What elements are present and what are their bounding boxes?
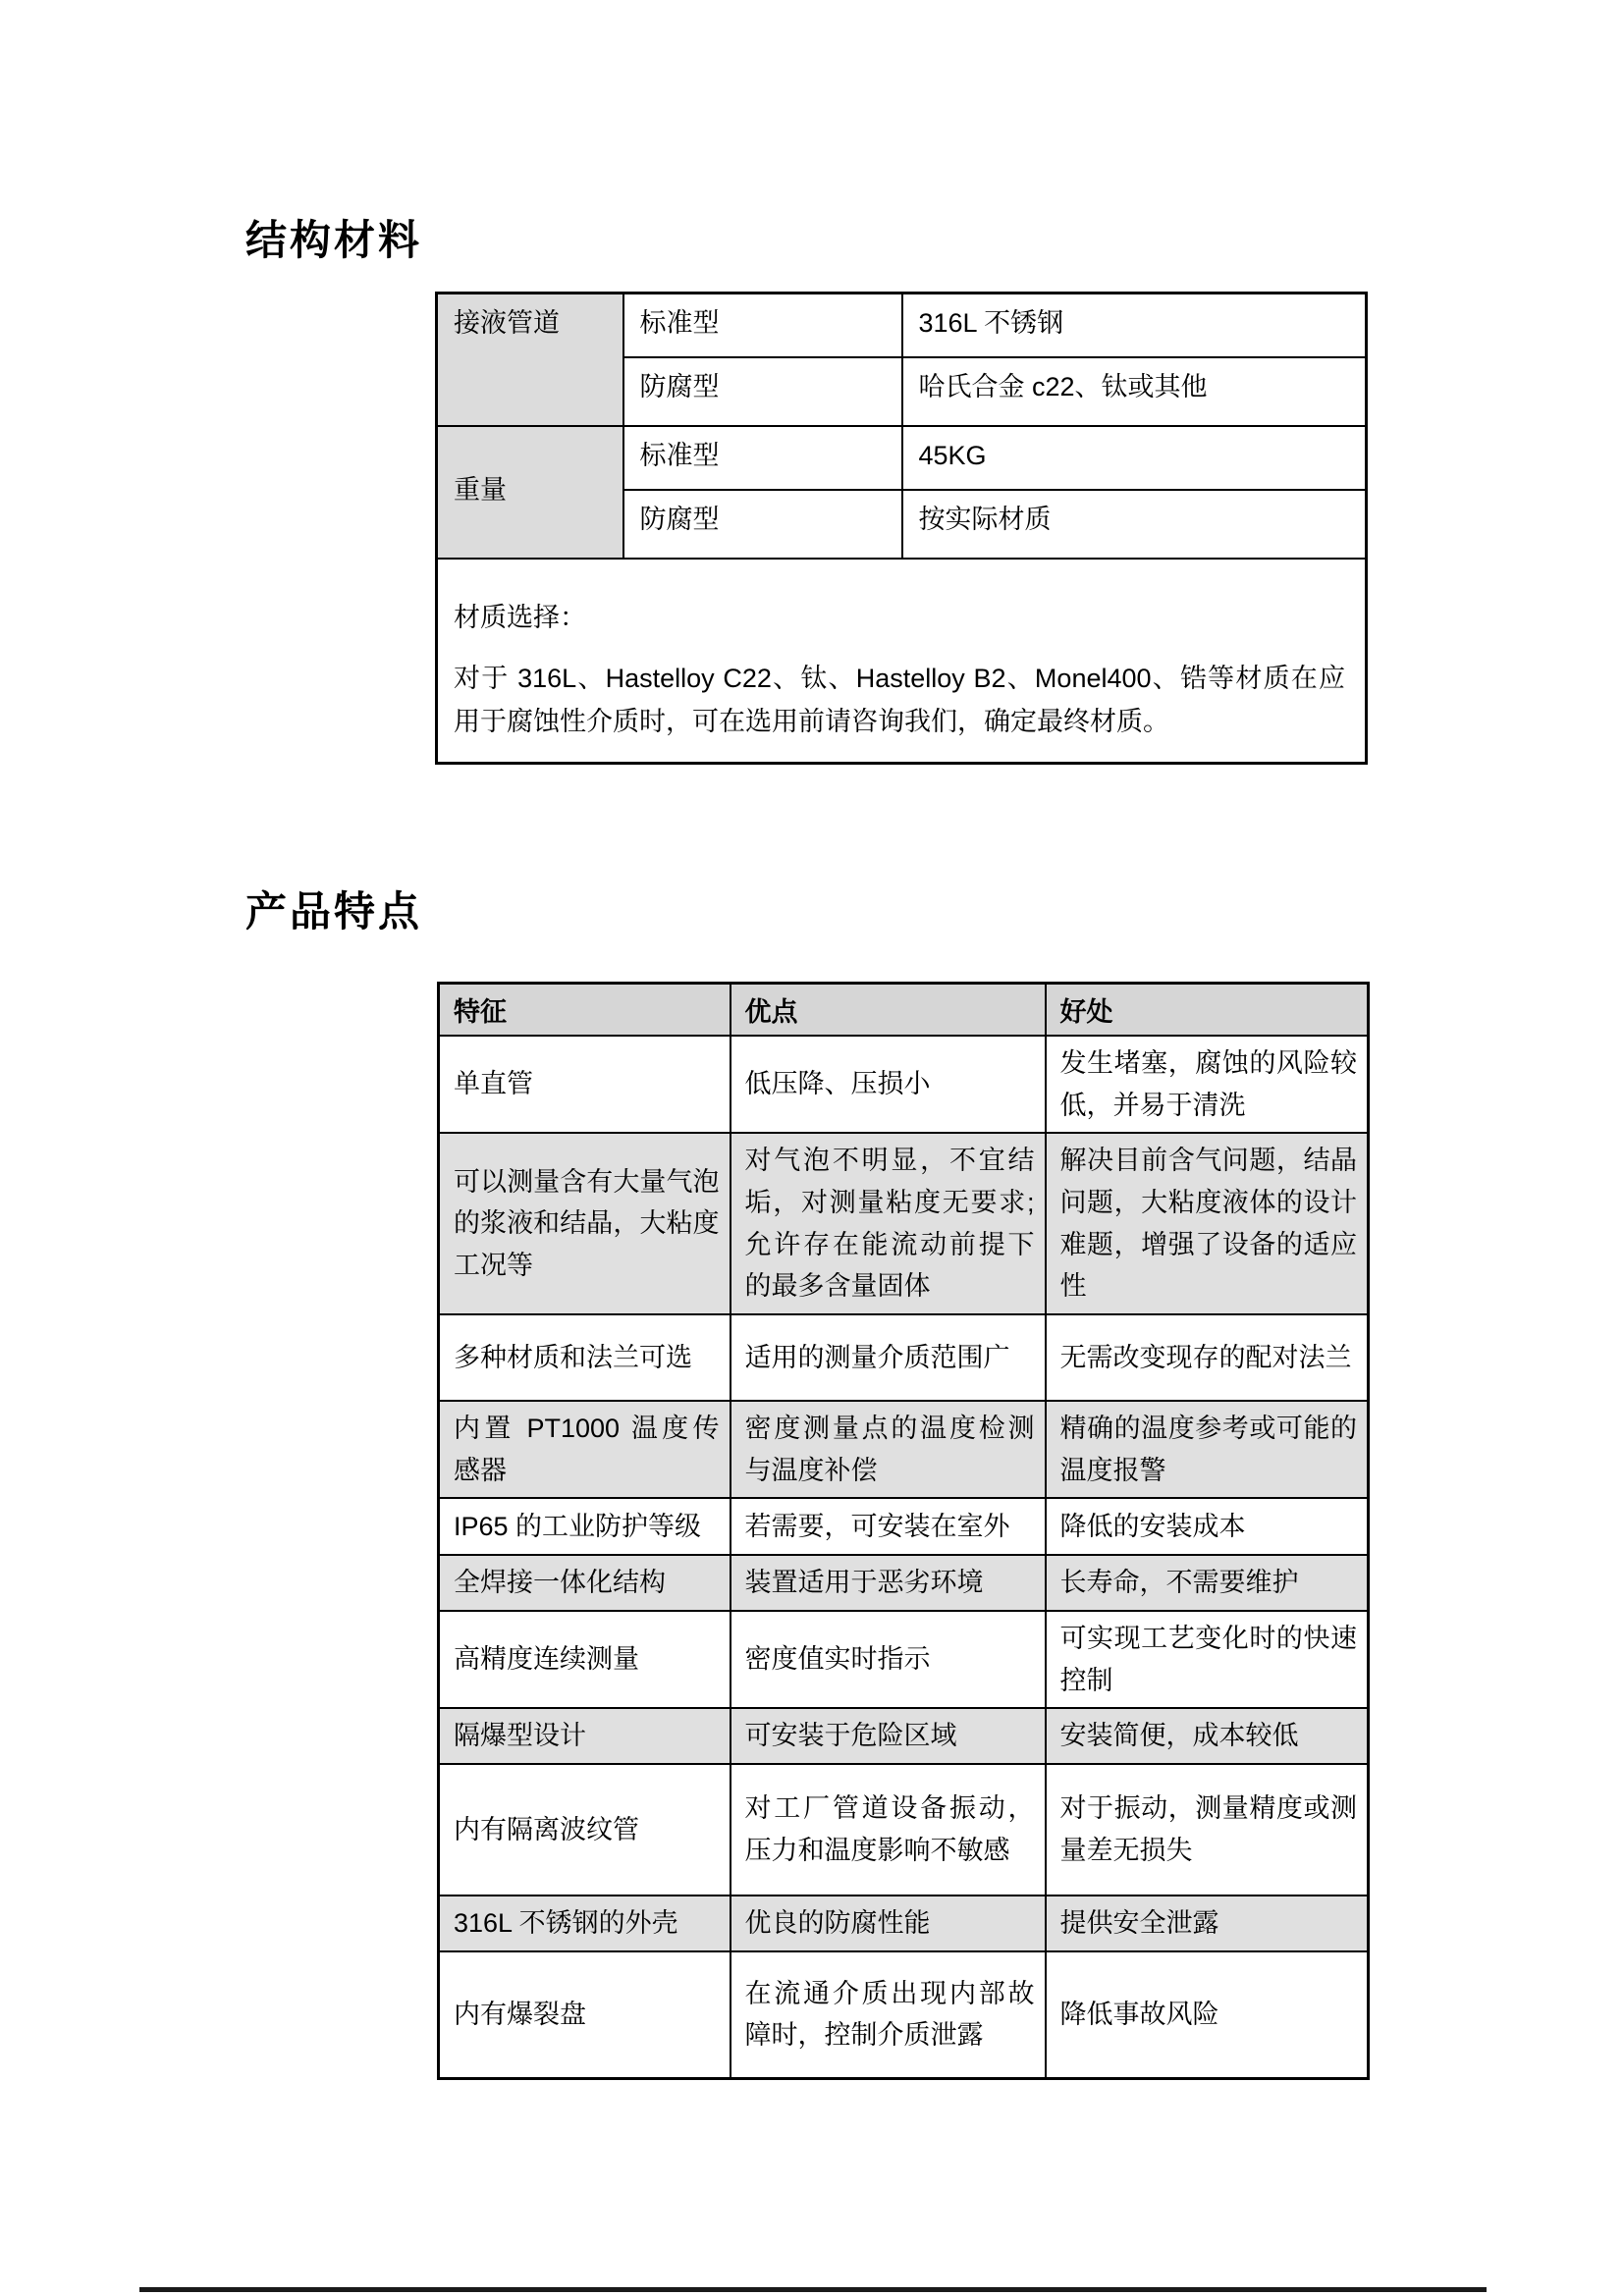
materials-note-cell (437, 559, 1367, 764)
advantage-cell: 对气泡不明显，不宜结垢，对测量粘度无要求;允许存在能流动前提下的最多含量固体 (731, 1133, 1046, 1314)
table-row (439, 1401, 1369, 1498)
materials-group-weight: 重量 (437, 426, 623, 559)
table-row (439, 1708, 1369, 1764)
table-row (439, 1036, 1369, 1133)
table-row (437, 559, 1367, 764)
materials-type-cell: 防腐型 (623, 490, 902, 559)
table-row (439, 1896, 1369, 1951)
feature-cell: 内有隔离波纹管 (439, 1764, 731, 1896)
table-row (439, 1498, 1369, 1555)
feature-cell: 隔爆型设计 (439, 1708, 731, 1764)
table-row (437, 294, 1367, 357)
feature-cell: 单直管 (439, 1036, 731, 1133)
materials-note-title: 材质选择： (454, 602, 586, 632)
advantage-cell: 适用的测量介质范围广 (731, 1314, 1046, 1401)
section-title-features: 产品特点 (245, 890, 423, 935)
feature-cell: 可以测量含有大量气泡的浆液和结晶，大粘度工况等 (439, 1133, 731, 1314)
materials-type-cell: 标准型 (623, 294, 902, 357)
materials-value-cell: 316L 不锈钢 (902, 294, 1367, 357)
feature-cell: 内置 PT1000 温度传感器 (439, 1401, 731, 1498)
header-feature: 特征 (439, 984, 731, 1037)
advantage-cell: 优良的防腐性能 (731, 1896, 1046, 1951)
feature-cell: 316L 不锈钢的外壳 (439, 1896, 731, 1951)
benefit-cell: 发生堵塞，腐蚀的风险较低，并易于清洗 (1046, 1036, 1369, 1133)
advantage-cell: 对工厂管道设备振动，压力和温度影响不敏感 (731, 1764, 1046, 1896)
benefit-cell: 长寿命，不需要维护 (1046, 1555, 1369, 1611)
advantage-cell: 在流通介质出现内部故障时，控制介质泄露 (731, 1951, 1046, 2079)
feature-cell: 高精度连续测量 (439, 1611, 731, 1708)
benefit-cell: 解决目前含气问题，结晶问题，大粘度液体的设计难题，增强了设备的适应性 (1046, 1133, 1369, 1314)
benefit-cell: 提供安全泄露 (1046, 1896, 1369, 1951)
table-row (439, 1133, 1369, 1314)
benefit-cell: 降低的安装成本 (1046, 1498, 1369, 1555)
advantage-cell: 密度值实时指示 (731, 1611, 1046, 1708)
advantage-cell: 装置适用于恶劣环境 (731, 1555, 1046, 1611)
advantage-cell: 低压降、压损小 (731, 1036, 1046, 1133)
benefit-cell: 降低事故风险 (1046, 1951, 1369, 2079)
table-row (439, 1314, 1369, 1401)
benefit-cell: 可实现工艺变化时的快速控制 (1046, 1611, 1369, 1708)
materials-type-cell: 防腐型 (623, 357, 902, 426)
feature-cell: 全焊接一体化结构 (439, 1555, 731, 1611)
advantage-cell: 若需要，可安装在室外 (731, 1498, 1046, 1555)
table-row (439, 1951, 1369, 2079)
benefit-cell: 对于振动，测量精度或测量差无损失 (1046, 1764, 1369, 1896)
materials-note-body: 对于 316L、Hastelloy C22、钛、Hastelloy B2、Monel400、锆等材质在应用于腐蚀性介质时，可在选用前请咨询我们，确定最终材质。 (454, 663, 1345, 737)
benefit-cell: 安装简便，成本较低 (1046, 1708, 1369, 1764)
materials-value-cell: 哈氏合金 c22、钛或其他 (902, 357, 1367, 426)
feature-cell: 多种材质和法兰可选 (439, 1314, 731, 1401)
materials-value-cell: 按实际材质 (902, 490, 1367, 559)
benefit-cell: 无需改变现存的配对法兰 (1046, 1314, 1369, 1401)
materials-value-cell: 45KG (902, 426, 1367, 490)
advantage-cell: 可安装于危险区域 (731, 1708, 1046, 1764)
page-bottom-edge (139, 2287, 1487, 2292)
header-benefit: 好处 (1046, 984, 1369, 1037)
table-row (439, 1764, 1369, 1896)
features-table (437, 982, 1370, 2080)
feature-cell: IP65 的工业防护等级 (439, 1498, 731, 1555)
table-row (439, 1611, 1369, 1708)
feature-cell: 内有爆裂盘 (439, 1951, 731, 2079)
materials-group-pipe: 接液管道 (437, 294, 623, 426)
table-row (437, 426, 1367, 490)
materials-table (435, 292, 1368, 765)
header-advantage: 优点 (731, 984, 1046, 1037)
table-row (439, 1555, 1369, 1611)
materials-type-cell: 标准型 (623, 426, 902, 490)
benefit-cell: 精确的温度参考或可能的温度报警 (1046, 1401, 1369, 1498)
advantage-cell: 密度测量点的温度检测与温度补偿 (731, 1401, 1046, 1498)
section-title-materials: 结构材料 (245, 219, 423, 264)
table-header-row (439, 984, 1369, 1037)
